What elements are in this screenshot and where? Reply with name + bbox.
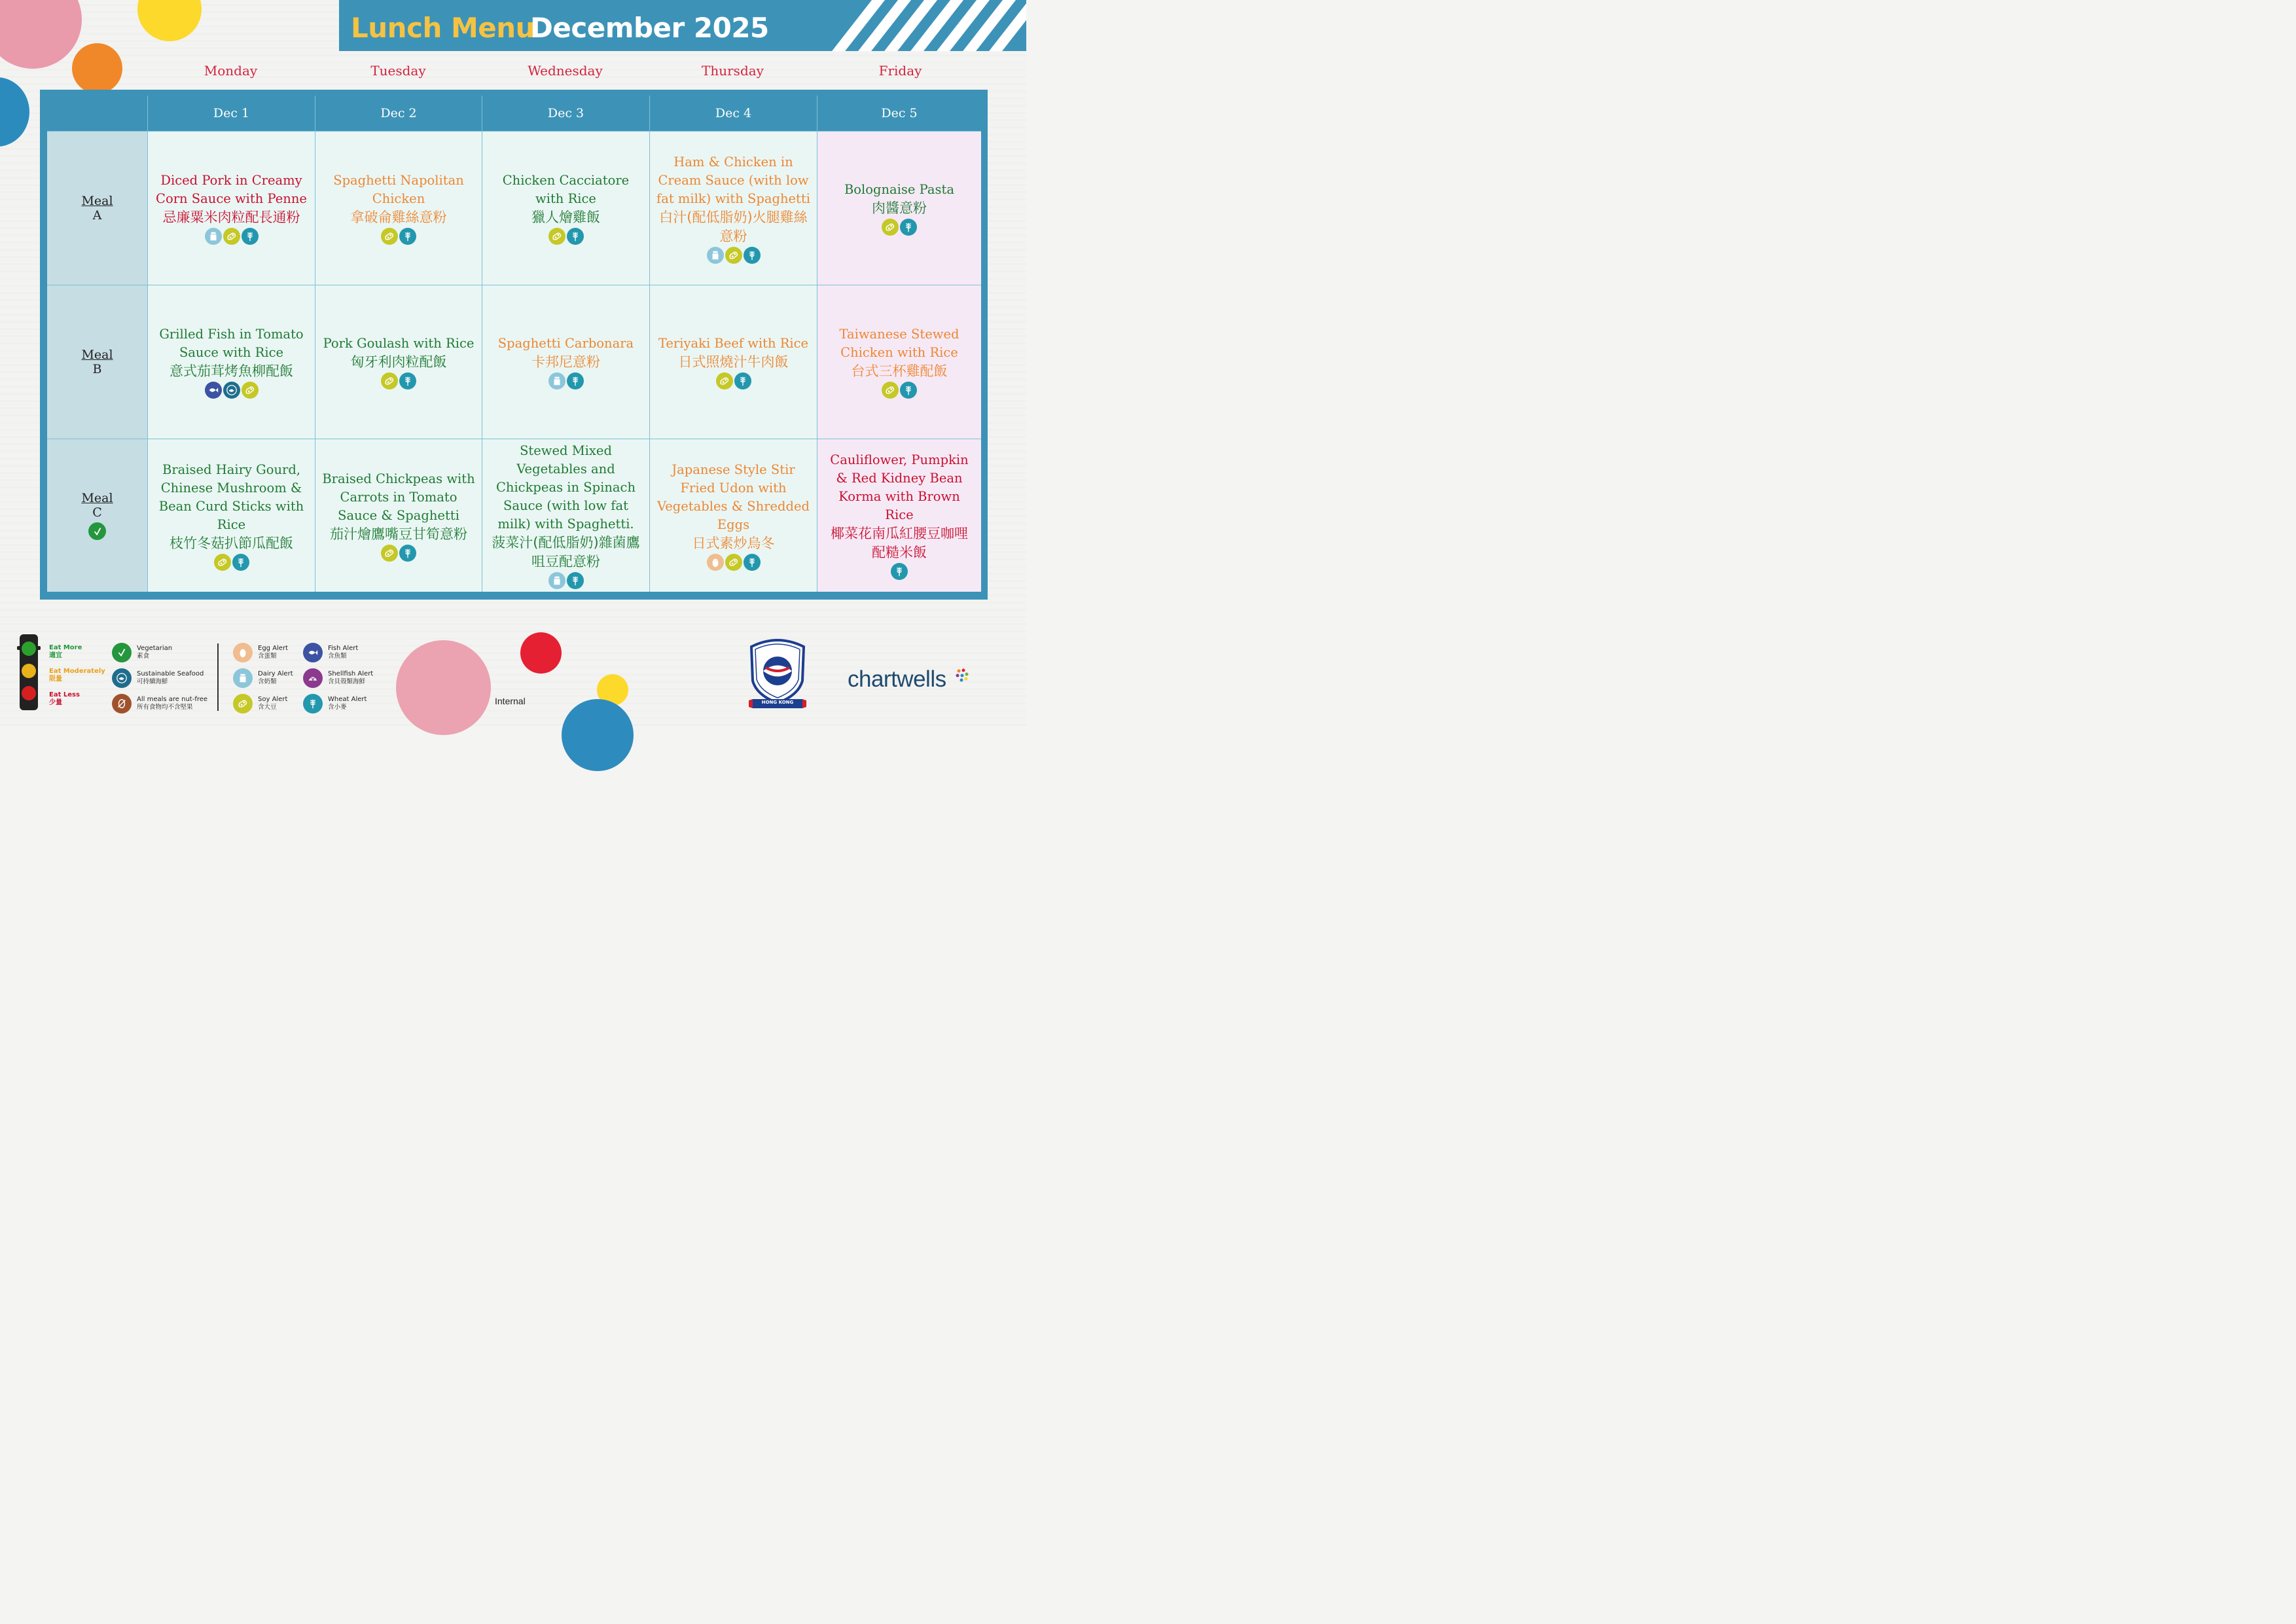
legend-label: Wheat Alert 含小麥 [328,696,367,711]
dish-name-zh: 白汁(配低脂奶)火腿雞絲意粉 [659,209,808,244]
sustainable-seafood-icon [112,668,132,688]
soy-alert-icon [882,382,899,399]
legend-label: All meals are nut-free 所有食物均不含堅果 [137,696,208,711]
wheat-alert-icon [242,228,259,245]
allergen-icons [381,372,416,389]
legend-eat-moderately: Eat Moderately 限量 [49,668,105,683]
meal-row-label [47,285,147,439]
school-crest-logo [746,635,809,711]
dish-name-zh: 日式照燒汁牛肉飯 [678,354,789,370]
menu-month: December 2025 [530,12,769,44]
legend-item [233,694,287,713]
dish-name-zh: 菠菜汁(配低脂奶)雜菌鷹咀豆配意粉 [492,535,640,569]
day-name-wednesday: Wednesday [528,63,603,79]
dish-name-en: Spaghetti Napolitan Chicken [333,173,464,206]
legend-label: Fish Alert 含魚類 [328,645,359,660]
dish-name-zh: 忌廉粟米肉粒配長通粉 [162,209,300,225]
nut-free-icon [112,694,132,713]
menu-cell [649,131,817,285]
menu-cell [649,285,817,439]
wheat-alert-icon [399,545,416,562]
allergen-icons [716,372,751,389]
allergen-icons [707,554,761,571]
day-name-tuesday: Tuesday [370,63,426,79]
vegetarian-icon [112,643,132,662]
meal-letter: B [92,362,102,376]
day-name-friday: Friday [878,63,922,79]
wheat-alert-icon [891,563,908,580]
menu-cell [315,131,482,285]
egg-alert-icon [707,554,724,571]
legend-label: Dairy Alert 含奶類 [258,670,293,685]
menu-cell [315,439,482,592]
dish-name-zh: 椰菜花南瓜紅腰豆咖哩配糙米飯 [831,526,968,560]
wheat-alert-icon [567,572,584,589]
chartwells-logo: chartwells [848,666,972,693]
soy-alert-icon [242,382,259,399]
date-header: Dec 5 [817,96,981,131]
dish-name-zh: 匈牙利肉粒配飯 [350,354,447,370]
meal-letter: A [92,208,102,223]
allergen-icons [381,545,416,562]
menu-cell [147,439,315,592]
dish-name-zh: 卡邦尼意粉 [531,354,600,370]
dish-name-en: Grilled Fish in Tomato Sauce with Rice [159,327,304,360]
legend-item [303,643,358,662]
wheat-alert-icon [232,554,249,571]
dish-name-zh: 意式茄茸烤魚柳配飯 [170,363,293,379]
dish-name-en: Taiwanese Stewed Chicken with Rice [839,327,960,360]
soy-alert-icon [716,372,733,389]
menu-cell [817,131,981,285]
soy-alert-icon [725,554,742,571]
meal-label: Meal [81,491,113,505]
shellfish-alert-icon [303,668,323,688]
allergen-icons [214,554,249,571]
menu-cell [817,439,981,592]
chartwells-dots-icon [952,666,972,686]
dish-name-en: Spaghetti Carbonara [497,336,634,351]
menu-cell [315,285,482,439]
wheat-alert-icon [900,382,917,399]
soy-alert-icon [882,219,899,236]
menu-table [47,96,981,592]
dish-name-zh: 日式素炒烏冬 [692,535,775,551]
decor-circle-pink-footer [396,640,491,735]
meal-label: Meal [81,348,113,362]
legend-item [303,694,367,713]
fish-alert-icon [303,643,323,662]
allergen-icons [891,563,908,580]
sustainable-seafood-icon [223,382,240,399]
egg-alert-icon [233,643,253,662]
meal-row-label [47,439,147,592]
wheat-alert-icon [744,554,761,571]
dish-name-en: Diced Pork in Creamy Corn Sauce with Penne [156,173,307,206]
soy-alert-icon [223,228,240,245]
menu-cell [147,285,315,439]
date-header: Dec 2 [315,96,482,131]
school-crest-text-bottom: HONG KONG [761,700,794,705]
wheat-alert-icon [399,228,416,245]
dish-name-en: Stewed Mixed Vegetables and Chickpeas in Spinach Sauce (with low fat milk) with Spaghetti. [495,443,636,532]
dairy-alert-icon [707,247,724,264]
allergen-icons [882,382,917,399]
wheat-alert-icon [303,694,323,713]
dairy-alert-icon [233,668,253,688]
dish-name-en: Japanese Style Stir Fried Udon with Vegetables & Shredded Eggs [656,461,810,532]
wheat-alert-icon [567,228,584,245]
wheat-alert-icon [734,372,751,389]
traffic-light-icon [17,633,41,712]
dairy-alert-icon [205,228,222,245]
wheat-alert-icon [744,247,761,264]
fish-alert-icon [205,382,222,399]
dish-name-zh: 茄汁燴鷹嘴豆甘筍意粉 [330,526,467,542]
soy-alert-icon [548,228,565,245]
menu-cell [147,131,315,285]
soy-alert-icon [214,554,231,571]
legend-label: Shellfish Alert 含貝殼類海鮮 [328,670,374,685]
meal-letter: C [92,505,102,520]
legend-item [233,643,288,662]
soy-alert-icon [725,247,742,264]
menu-cell [649,439,817,592]
legend-eat-more: Eat More 適宜 [49,644,82,659]
legend-label: Vegetarian 素食 [137,645,173,660]
footer-divider [217,643,219,711]
menu-cell [482,285,649,439]
decor-circle-red-footer [520,632,562,674]
legend-eat-less: Eat Less 少量 [49,691,80,706]
menu-cell [482,439,649,592]
legend-item [112,643,172,662]
dish-name-zh: 台式三杯雞配飯 [851,363,948,379]
dish-name-en: Teriyaki Beef with Rice [658,336,809,351]
dish-name-zh: 枝竹冬菇扒節瓜配飯 [170,535,293,551]
date-header: Dec 3 [482,96,649,131]
date-header: Dec 1 [147,96,315,131]
dish-name-zh: 拿破侖雞絲意粉 [350,209,447,225]
dish-name-zh: 肉醬意粉 [872,200,927,216]
allergen-icons [205,228,259,245]
dish-name-en: Chicken Cacciatore with Rice [502,173,630,206]
legend-item [112,694,207,713]
date-header: Dec 4 [649,96,817,131]
wheat-alert-icon [900,219,917,236]
legend-item [233,668,293,688]
menu-title: Lunch Menu [351,12,535,44]
dairy-alert-icon [548,372,565,389]
allergen-icons [381,228,416,245]
dish-name-en: Ham & Chicken in Cream Sauce (with low fat milk) with Spaghetti [656,154,810,206]
decor-circle-blue-footer [562,699,634,771]
soy-alert-icon [233,694,253,713]
allergen-icons [548,572,584,589]
table-corner [47,96,147,131]
legend-label: Sustainable Seafood 可持續海鮮 [137,670,204,685]
legend-item [112,668,204,688]
soy-alert-icon [381,228,398,245]
dish-name-en: Bolognaise Pasta [844,182,955,197]
soy-alert-icon [381,372,398,389]
soy-alert-icon [381,545,398,562]
legend-item [303,668,373,688]
dish-name-en: Braised Chickpeas with Carrots in Tomato Sauce & Spaghetti [322,471,475,523]
day-name-monday: Monday [204,63,258,79]
allergen-icons [548,228,584,245]
meal-row-label [47,131,147,285]
dish-name-zh: 獵人燴雞飯 [531,209,600,225]
menu-cell [817,285,981,439]
legend-label: Soy Alert 含大豆 [258,696,288,711]
allergen-icons [707,247,761,264]
menu-cell [482,131,649,285]
dish-name-en: Pork Goulash with Rice [323,336,475,351]
dairy-alert-icon [548,572,565,589]
wheat-alert-icon [567,372,584,389]
day-name-thursday: Thursday [702,63,764,79]
meal-label: Meal [81,194,113,208]
allergen-icons [205,382,259,399]
allergen-icons [548,372,584,389]
dish-name-en: Braised Hairy Gourd, Chinese Mushroom & Bean Curd Sticks with Rice [158,461,304,532]
allergen-icons [882,219,917,236]
dish-name-en: Cauliflower, Pumpkin & Red Kidney Bean Korma with Brown Rice [830,452,969,522]
wheat-alert-icon [399,372,416,389]
classification-label: Internal [495,696,526,706]
decor-circle-orange [72,43,122,94]
vegetarian-icon [88,522,106,540]
legend-label: Egg Alert 含蛋類 [258,645,288,660]
